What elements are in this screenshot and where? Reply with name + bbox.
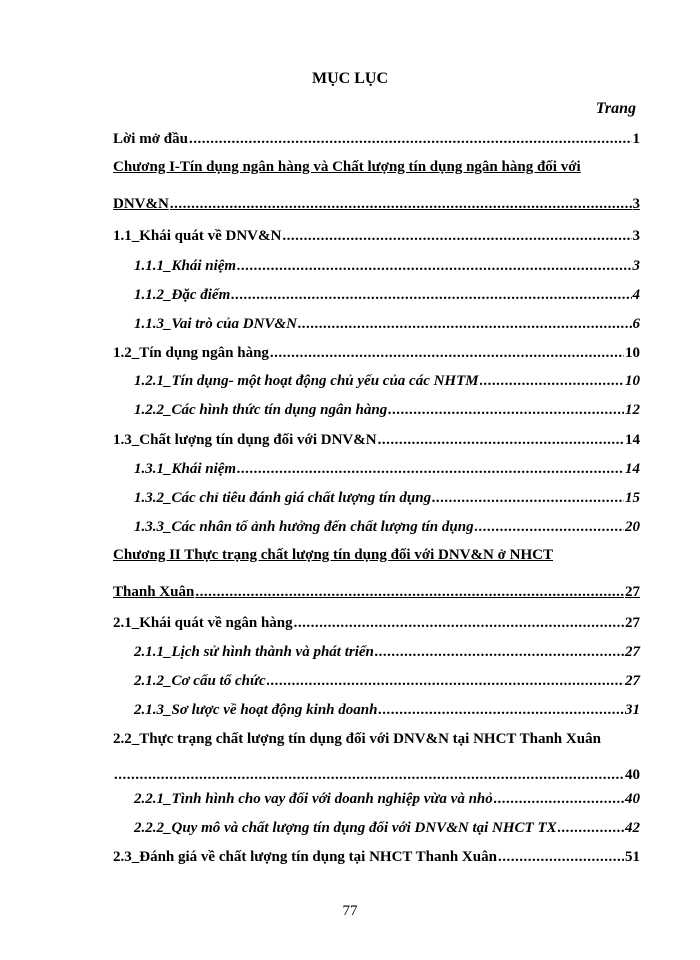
dot-leader [432, 489, 624, 507]
toc-entry-page: 10 [625, 373, 640, 389]
toc-entry-chapter-1 [113, 158, 640, 213]
toc-entry-page: 14 [625, 461, 640, 477]
toc-entry-1-3 [113, 431, 640, 449]
page-column-header: Trang [595, 100, 636, 117]
toc-entry-page: 27 [625, 584, 640, 600]
dot-leader [494, 790, 624, 808]
toc-entry-page: 3 [632, 196, 640, 212]
toc-entry-page: 4 [632, 287, 640, 303]
toc-entry-2-1-1 [134, 643, 640, 661]
toc-entry-2-2-1 [134, 790, 640, 808]
toc-entry-page: 3 [632, 228, 640, 244]
toc-entry-2-3 [113, 848, 640, 866]
toc-entry-text: 1.1.1_Khái niệm [134, 258, 237, 274]
toc-entry-page: 12 [625, 402, 640, 418]
toc-entry-page: 51 [625, 849, 640, 865]
toc-entry-text: Lời mở đầu [113, 131, 188, 147]
page-number: 77 [342, 903, 358, 919]
toc-entry-heading: 2.2_Thực trạng chất lượng tín dụng đối với DNV&N tại NHCT Thanh Xuân [113, 731, 601, 747]
dot-leader [480, 372, 624, 390]
dot-leader [378, 701, 624, 719]
toc-entry-intro [113, 130, 640, 148]
toc-entry-text: 1.3.3_Các nhân tố ảnh hưởng đến chất lượng tín dụng [134, 519, 474, 535]
toc-entry-1-2-2 [134, 401, 640, 419]
dot-leader [270, 344, 624, 362]
toc-entry-1-1-1 [134, 257, 640, 275]
toc-entry-text: 2.2.1_Tình hình cho vay đối với doanh nghiệp vừa và nhỏ [134, 791, 493, 807]
dot-leader [267, 672, 624, 690]
toc-entry-page: 40 [625, 791, 640, 807]
dot-leader [294, 614, 624, 632]
toc-entry-page: 27 [625, 615, 640, 631]
dot-leader [189, 130, 632, 148]
dot-leader [298, 315, 632, 333]
toc-entry-text: 1.1.2_Đặc điểm [134, 287, 231, 303]
dot-leader [378, 431, 624, 449]
toc-entry-1-1-3 [134, 315, 640, 333]
toc-entry-page: 20 [625, 519, 640, 535]
toc-entry-text: 1.1.3_Vai trò của DNV&N [134, 316, 297, 332]
toc-entry-2-1-3 [134, 701, 640, 719]
toc-entry-text: 1.2_Tín dụng ngân hàng [113, 345, 269, 361]
dot-leader [475, 518, 624, 536]
toc-entry-text: 2.1.1_Lịch sử hình thành và phát triển [134, 644, 374, 660]
toc-entry-text: 1.2.2_Các hình thức tín dụng ngân hàng [134, 402, 388, 418]
toc-entry-1-1 [113, 227, 640, 245]
dot-leader [237, 460, 624, 478]
toc-entry-text: 1.3_Chất lượng tín dụng đối với DNV&N [113, 432, 377, 448]
dot-leader [237, 257, 631, 275]
toc-entry-1-3-2 [134, 489, 640, 507]
toc-entry-chapter-2 [113, 546, 640, 601]
toc-entry-page: 42 [625, 820, 640, 836]
toc-entry-2-2 [113, 730, 640, 784]
toc-entry-page: 1 [632, 131, 640, 147]
toc-entry-text: 2.1.3_Sơ lược về hoạt động kinh doanh [134, 702, 378, 718]
toc-entry-text: 1.3.2_Các chỉ tiêu đánh giá chất lượng tín dụng [134, 490, 432, 506]
toc-entry-page: 31 [625, 702, 640, 718]
toc-entry-2-1-2 [134, 672, 640, 690]
dot-leader [388, 401, 624, 419]
toc-entry-page: 27 [625, 673, 640, 689]
toc-entry-page: 27 [625, 644, 640, 660]
toc-entry-page: 10 [625, 345, 640, 361]
dot-leader [170, 195, 632, 213]
dot-leader [114, 766, 624, 784]
toc-entry-2-2-2 [134, 819, 640, 837]
toc-title: MỤC LỤC [312, 70, 388, 87]
toc-entry-heading: Chương II Thực trạng chất lượng tín dụng đối với DNV&N ở NHCT [113, 547, 554, 563]
toc-entry-2-1 [113, 614, 640, 632]
dot-leader [498, 848, 624, 866]
toc-entry-page: 15 [625, 490, 640, 506]
toc-entry-text: 2.1_Khái quát về ngân hàng [113, 615, 293, 631]
toc-entry-text: Thanh Xuân [113, 584, 195, 600]
toc-entry-1-2-1 [134, 372, 640, 390]
dot-leader [375, 643, 624, 661]
toc-entry-1-3-3 [134, 518, 640, 536]
toc-entry-text: 1.2.1_Tín dụng- một hoạt động chủ yếu của các NHTM [134, 373, 479, 389]
toc-entry-page: 3 [632, 258, 640, 274]
toc-entry-text: 2.2.2_Quy mô và chất lượng tín dụng đối với DNV&N tại NHCT TX [134, 820, 557, 836]
toc-entry-text: 1.1_Khái quát về DNV&N [113, 228, 282, 244]
toc-entry-page: 6 [632, 316, 640, 332]
toc-entry-page: 40 [625, 767, 640, 783]
toc-entry-text: 1.3.1_Khái niệm [134, 461, 237, 477]
toc-entry-page: 14 [625, 432, 640, 448]
toc-entry-text: 2.3_Đánh giá về chất lượng tín dụng tại NHCT Thanh Xuân [113, 849, 497, 865]
toc-entry-1-1-2 [134, 286, 640, 304]
dot-leader [231, 286, 631, 304]
dot-leader [195, 583, 624, 601]
dot-leader [282, 227, 631, 245]
toc-entry-heading: Chương I-Tín dụng ngân hàng và Chất lượng tín dụng ngân hàng đối với [113, 159, 581, 175]
toc-entry-text: DNV&N [113, 196, 169, 212]
toc-entry-text: 2.1.2_Cơ cấu tổ chức [134, 673, 266, 689]
toc-entry-1-3-1 [134, 460, 640, 478]
toc-entry-1-2 [113, 344, 640, 362]
dot-leader [558, 819, 624, 837]
